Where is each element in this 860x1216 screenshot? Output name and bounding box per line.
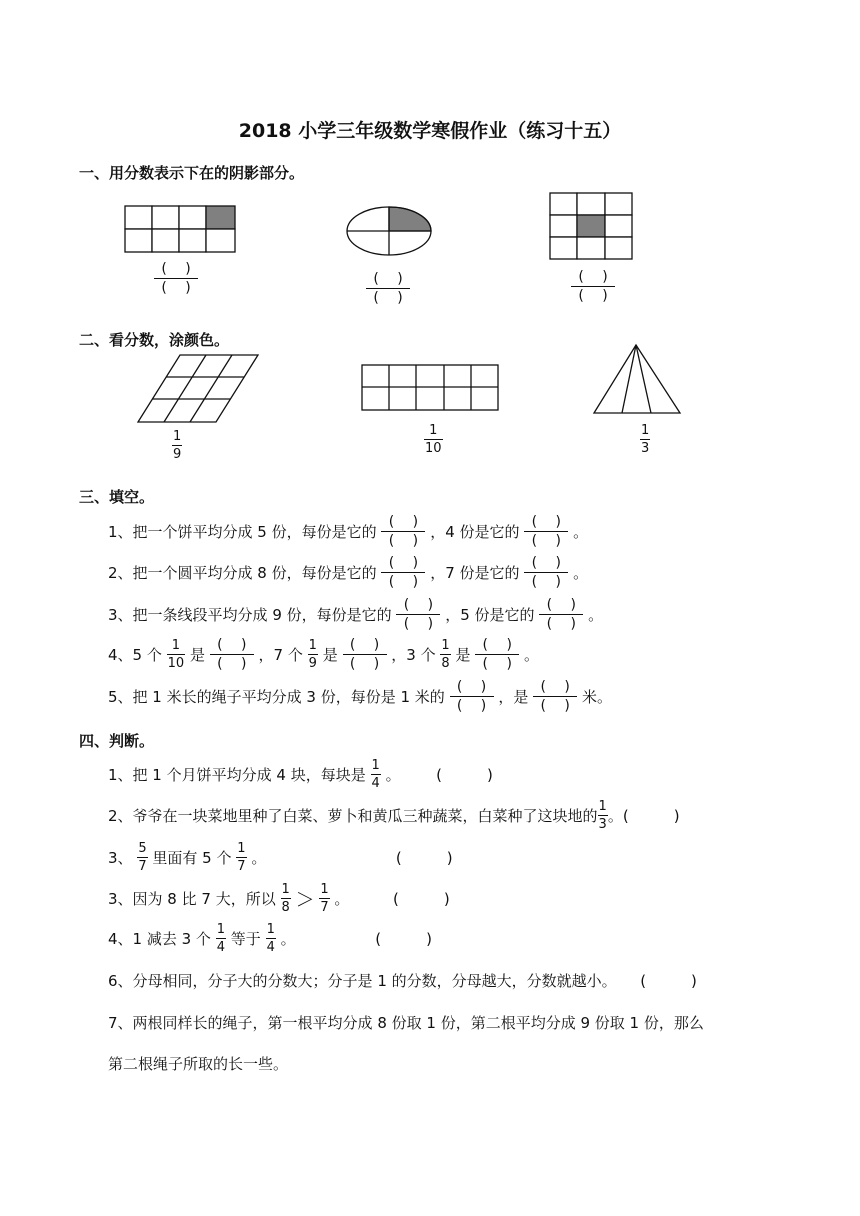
parallelogram-grid-figure	[136, 354, 260, 424]
judge-question-2	[108, 800, 798, 831]
question-text: 。	[334, 890, 350, 908]
question-text: 等于	[230, 930, 261, 948]
color-fraction-2: 1 10	[425, 423, 442, 456]
judge-question-4	[108, 883, 450, 914]
judge-answer-box[interactable]: ( )	[622, 807, 680, 825]
answer-blank[interactable]: $\frac{( )}{( )}$	[533, 680, 577, 713]
answer-blank[interactable]: $\frac{( )}{( )}$	[210, 638, 254, 671]
fraction: $\frac{5}{7}$	[138, 841, 147, 874]
judge-question-7-continued	[108, 1053, 288, 1074]
answer-blank[interactable]: $\frac{( )}{( )}$	[396, 598, 440, 631]
question-text: ，是	[498, 688, 529, 706]
question-text: 米。	[581, 688, 612, 706]
question-text: 6、分母相同，分子大的分数大；分子是 1 的分数，分母越大，分数就越小。	[108, 972, 617, 990]
judge-question-7	[108, 1012, 704, 1033]
judge-answer-box[interactable]: ( )	[436, 766, 493, 784]
question-text: 4、1 减去 3 个	[108, 930, 211, 948]
judge-answer-box[interactable]: ( )	[393, 890, 450, 908]
section-3-heading: 三、填空。	[79, 488, 155, 506]
judge-question-1	[108, 759, 493, 790]
judge-question-3	[108, 842, 453, 873]
answer-blank[interactable]: $\frac{( )}{( )}$	[524, 515, 568, 548]
judge-question-6	[108, 970, 697, 991]
question-text: 1、把一个饼平均分成 5 份，每份是它的	[108, 523, 377, 541]
question-text: 。	[588, 606, 604, 624]
fraction: $\frac{1}{7}$	[320, 882, 329, 915]
question-text: 。	[251, 849, 267, 867]
question-text: 。	[573, 523, 589, 541]
judge-answer-box[interactable]: ( )	[375, 930, 432, 948]
fraction: $\frac{1}{9}$	[308, 638, 317, 671]
question-text: 里面有 5 个	[152, 849, 232, 867]
square-grid-figure	[549, 192, 635, 262]
fraction: $\frac{1}{8}$	[441, 638, 450, 671]
answer-blank[interactable]: $\frac{( )}{( )}$	[381, 515, 425, 548]
question-text: 2、把一个圆平均分成 8 份，每份是它的	[108, 564, 377, 582]
question-text: 。	[385, 766, 401, 784]
fill-question-2	[108, 556, 588, 589]
question-text: 是	[455, 646, 471, 664]
answer-blank[interactable]: $\frac{( )}{( )}$	[475, 638, 519, 671]
question-text: 1、把 1 个月饼平均分成 4 块，每块是	[108, 766, 366, 784]
page-title: 2018 小学三年级数学寒假作业（练习十五）	[238, 120, 622, 142]
question-text: 3、	[108, 849, 133, 867]
rectangle-10-figure	[361, 364, 501, 412]
judge-question-5	[108, 923, 432, 954]
answer-fraction-3[interactable]: ( ) ( )	[571, 270, 615, 303]
question-text: 7、两根同样长的绳子，第一根平均分成 8 份取 1 份，第二根平均分成 9 份取 1 份，那么	[108, 1014, 704, 1032]
answer-fraction-1[interactable]: ( ) ( )	[154, 262, 198, 295]
answer-blank[interactable]: $\frac{( )}{( )}$	[539, 598, 583, 631]
answer-blank[interactable]: $\frac{( )}{( )}$	[450, 680, 494, 713]
triangle-figure	[592, 343, 682, 415]
judge-answer-box[interactable]: ( )	[640, 972, 697, 990]
question-text: 2、爷爷在一块菜地里种了白菜、萝卜和黄瓜三种蔬菜，白菜种了这块地的	[108, 807, 598, 825]
question-text: 是	[322, 646, 338, 664]
fraction: $\frac{1}{4}$	[266, 922, 275, 955]
question-text: ，7 个	[258, 646, 303, 664]
section-2-heading: 二、看分数，涂颜色。	[79, 331, 230, 349]
question-text: 3、把一条线段平均分成 9 份，每份是它的	[108, 606, 392, 624]
question-text: 第二根绳子所取的长一些。	[108, 1055, 289, 1073]
fill-question-1	[108, 515, 588, 548]
ellipse-figure	[345, 205, 433, 257]
fraction: $\frac{1}{4}$	[371, 758, 380, 791]
answer-blank[interactable]: $\frac{( )}{( )}$	[524, 556, 568, 589]
question-text: 。	[524, 646, 540, 664]
fraction: $\frac{1}{7}$	[237, 841, 246, 874]
question-text: ，4 份是它的	[430, 523, 520, 541]
question-text: 5、把 1 米长的绳子平均分成 3 份，每份是 1 米的	[108, 688, 445, 706]
section-1-heading: 一、用分数表示下在的阴影部分。	[79, 164, 305, 182]
question-text: 。	[573, 564, 589, 582]
question-text: ，5 份是它的	[445, 606, 535, 624]
greater-than-sign: ＞	[295, 889, 315, 911]
color-fraction-1: 1 9	[173, 429, 182, 462]
judge-answer-box[interactable]: ( )	[395, 849, 453, 867]
question-text: 。	[280, 930, 296, 948]
question-text: 是	[189, 646, 205, 664]
fill-question-4	[108, 638, 539, 671]
answer-fraction-2[interactable]: ( ) ( )	[366, 272, 410, 305]
question-text: ，7 份是它的	[430, 564, 520, 582]
question-text: 。	[607, 807, 623, 825]
fraction: $\frac{1}{8}$	[281, 882, 290, 915]
color-fraction-3: 1 3	[641, 423, 650, 456]
question-text: 3、因为 8 比 7 大，所以	[108, 890, 276, 908]
fraction: $\frac{1}{4}$	[216, 922, 225, 955]
question-text: 4、5 个	[108, 646, 162, 664]
fill-question-5	[108, 680, 612, 713]
section-4-heading: 四、判断。	[79, 732, 155, 750]
answer-blank[interactable]: $\frac{( )}{( )}$	[343, 638, 387, 671]
answer-blank[interactable]: $\frac{( )}{( )}$	[381, 556, 425, 589]
question-text: ，3 个	[391, 646, 436, 664]
fraction: $\frac{1}{3}$	[598, 799, 607, 832]
rectangle-grid-figure	[124, 205, 238, 255]
fill-question-3	[108, 598, 603, 631]
fraction: $\frac{1}{10}$	[167, 638, 185, 671]
